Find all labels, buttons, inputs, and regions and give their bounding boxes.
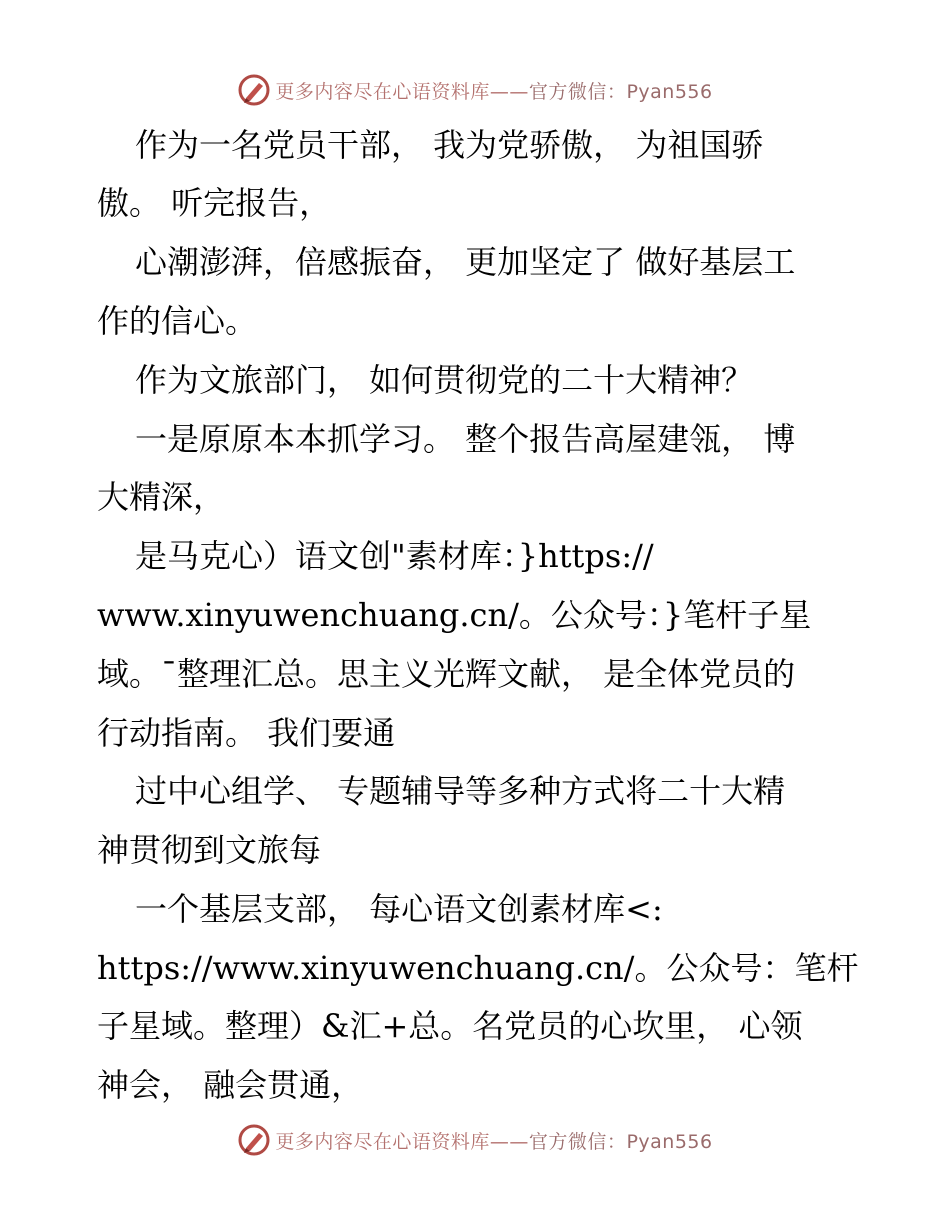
watermark-title: 更多内容尽在心语资料库 [275, 1130, 490, 1153]
watermark-wechat-label: 官方微信： [528, 80, 627, 103]
body-line: 神会， 融会贯通， [97, 1066, 364, 1104]
footer-watermark [0, 1120, 950, 1160]
body-line: 作的信心。 [97, 302, 258, 340]
body-line: 过中心组学、 专题辅导等多种方式将二十大精 [135, 772, 786, 810]
body-line: 傲。 听完报告， [97, 184, 332, 222]
body-line: 神贯彻到文旅每 [97, 831, 322, 869]
watermark-separator: —— [489, 80, 529, 103]
watermark-separator: —— [489, 1130, 529, 1153]
watermark-wechat-id: Pyan556 [626, 1130, 713, 1153]
watermark-wechat-label: 官方微信： [528, 1130, 627, 1153]
body-line: 行动指南。 我们要通 [97, 714, 396, 752]
watermark-text [275, 77, 712, 104]
body-line: 域。¯整理汇总。思主义光辉文献， 是全体党员的 [97, 655, 796, 693]
body-line: 一个基层支部， 每心语文创素材库<: [135, 890, 663, 928]
watermark-title: 更多内容尽在心语资料库 [275, 80, 490, 103]
body-line: https://www.xinyuwenchuang.cn/。公众号：笔杆 [97, 949, 859, 987]
watermark-text [275, 1127, 712, 1154]
body-line: 大精深， [97, 478, 226, 516]
header-watermark [0, 70, 950, 110]
pen-logo-icon [237, 1123, 271, 1157]
body-line: 子星域。整理）&汇+总。名党员的心坎里， 心领 [97, 1007, 803, 1045]
body-line: www.xinyuwenchuang.cn/。公众号：}笔杆子星 [97, 596, 812, 634]
body-line: 作为文旅部门， 如何贯彻党的二十大精神？ [135, 361, 754, 399]
body-line: 作为一名党员干部， 我为党骄傲， 为祖国骄 [135, 126, 764, 164]
body-line: 一是原原本本抓学习。 整个报告高屋建瓴， 博 [135, 420, 796, 458]
body-line: 心潮澎湃，倍感振奋， 更加坚定了 做好基层工 [135, 243, 796, 281]
body-line: 是马克心）语文创"素材库：}https:// [135, 537, 654, 575]
watermark-wechat-id: Pyan556 [626, 80, 713, 103]
pen-logo-icon [237, 73, 271, 107]
